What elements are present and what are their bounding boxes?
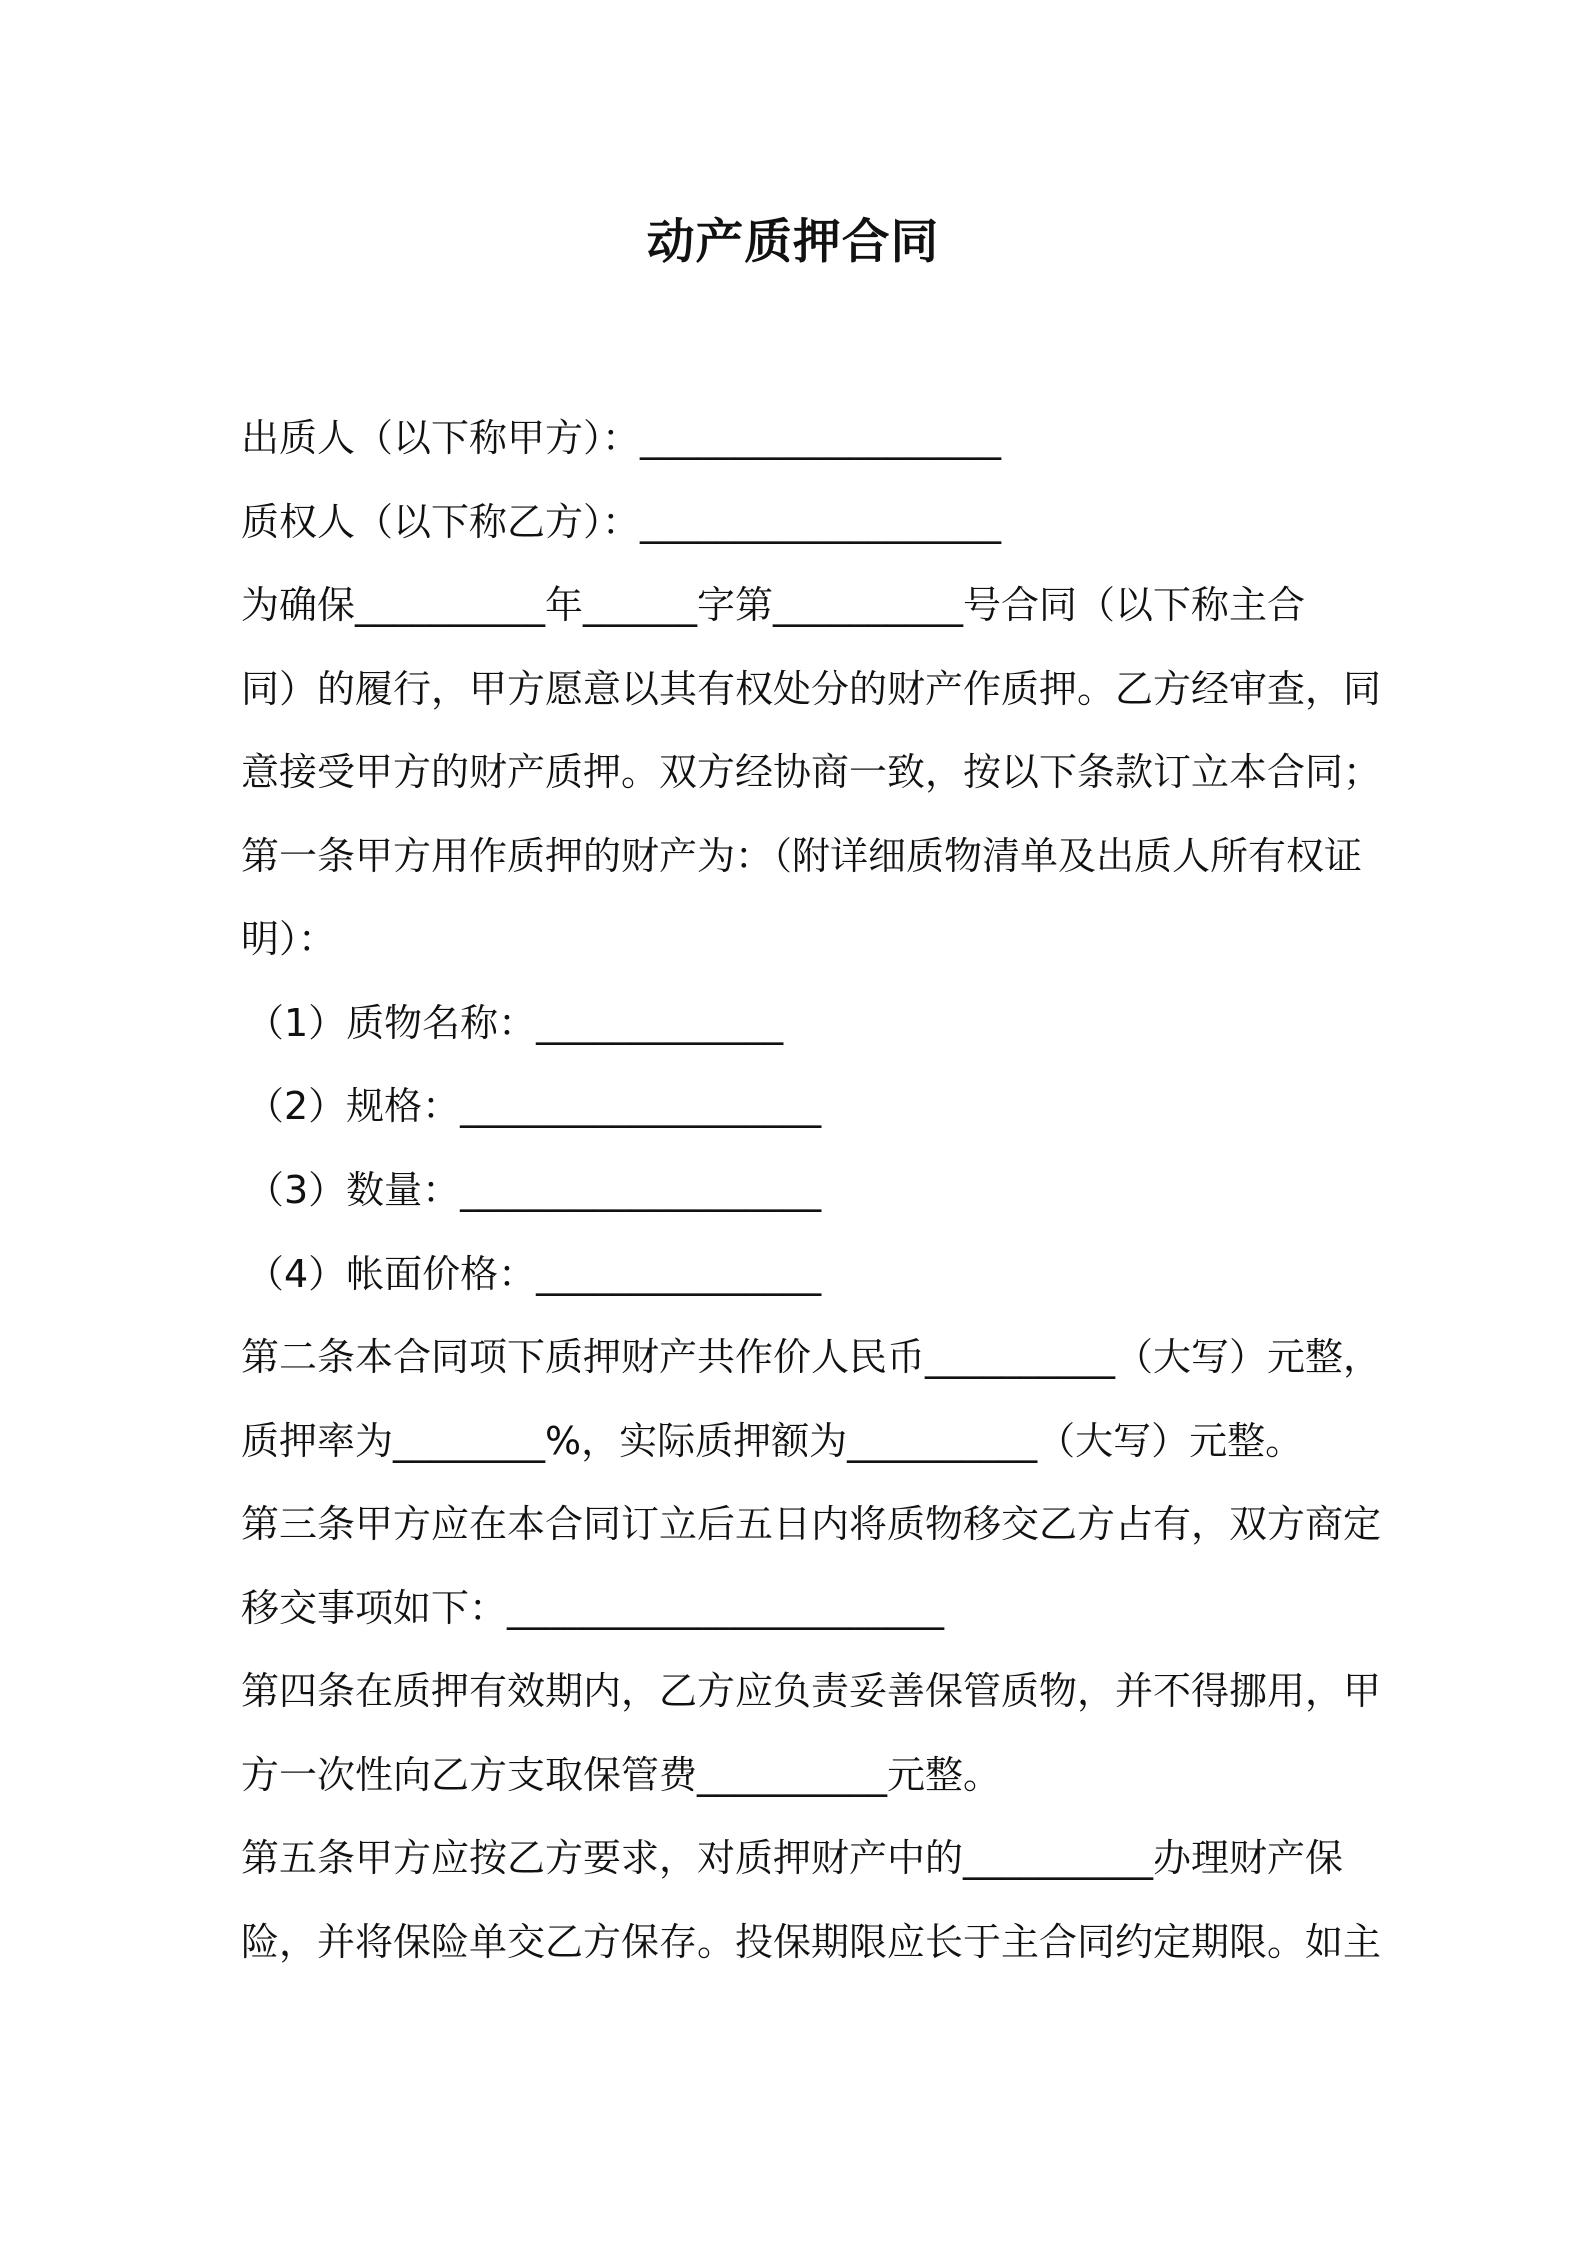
article-1-line-1: 第一条甲方用作质押的财产为：（附详细质物清单及出质人所有权证 (241, 834, 1363, 878)
document-title: 动产质押合同 (646, 215, 940, 270)
preamble-line-2: 同）的履行，甲方愿意以其有权处分的财产作质押。乙方经审查，同 (241, 667, 1382, 711)
item-pledge-name: （1）质物名称：_____________ (246, 1001, 784, 1045)
article-2-line-1: 第二条本合同项下质押财产共作价人民币__________（大写）元整， (241, 1335, 1382, 1379)
article-5-line-2: 险，并将保险单交乙方保存。投保期限应长于主合同约定期限。如主 (241, 1920, 1382, 1964)
pledgee-line: 质权人（以下称乙方）：___________________ (241, 500, 1002, 544)
article-5-line-1: 第五条甲方应按乙方要求，对质押财产中的__________办理财产保 (241, 1836, 1344, 1880)
article-3-line-2: 移交事项如下：_______________________ (241, 1586, 945, 1630)
article-3-line-1: 第三条甲方应在本合同订立后五日内将质物移交乙方占有，双方商定 (241, 1502, 1382, 1546)
article-4-line-1: 第四条在质押有效期内，乙方应负责妥善保管质物，并不得挪用，甲 (241, 1669, 1382, 1713)
preamble-line-1: 为确保__________年______字第__________号合同（以下称主合 (241, 583, 1306, 627)
article-2-line-2: 质押率为________%，实际质押额为__________（大写）元整。 (241, 1419, 1304, 1463)
item-book-value: （4）帐面价格：_______________ (246, 1252, 822, 1296)
item-quantity: （3）数量：___________________ (246, 1168, 822, 1212)
pledgor-line: 出质人（以下称甲方）：___________________ (241, 416, 1002, 460)
item-specification: （2）规格：___________________ (246, 1084, 822, 1128)
preamble-line-3: 意接受甲方的财产质押。双方经协商一致，按以下条款订立本合同； (241, 750, 1382, 794)
article-1-line-2: 明）： (241, 917, 337, 961)
article-4-line-2: 方一次性向乙方支取保管费__________元整。 (241, 1753, 1002, 1797)
